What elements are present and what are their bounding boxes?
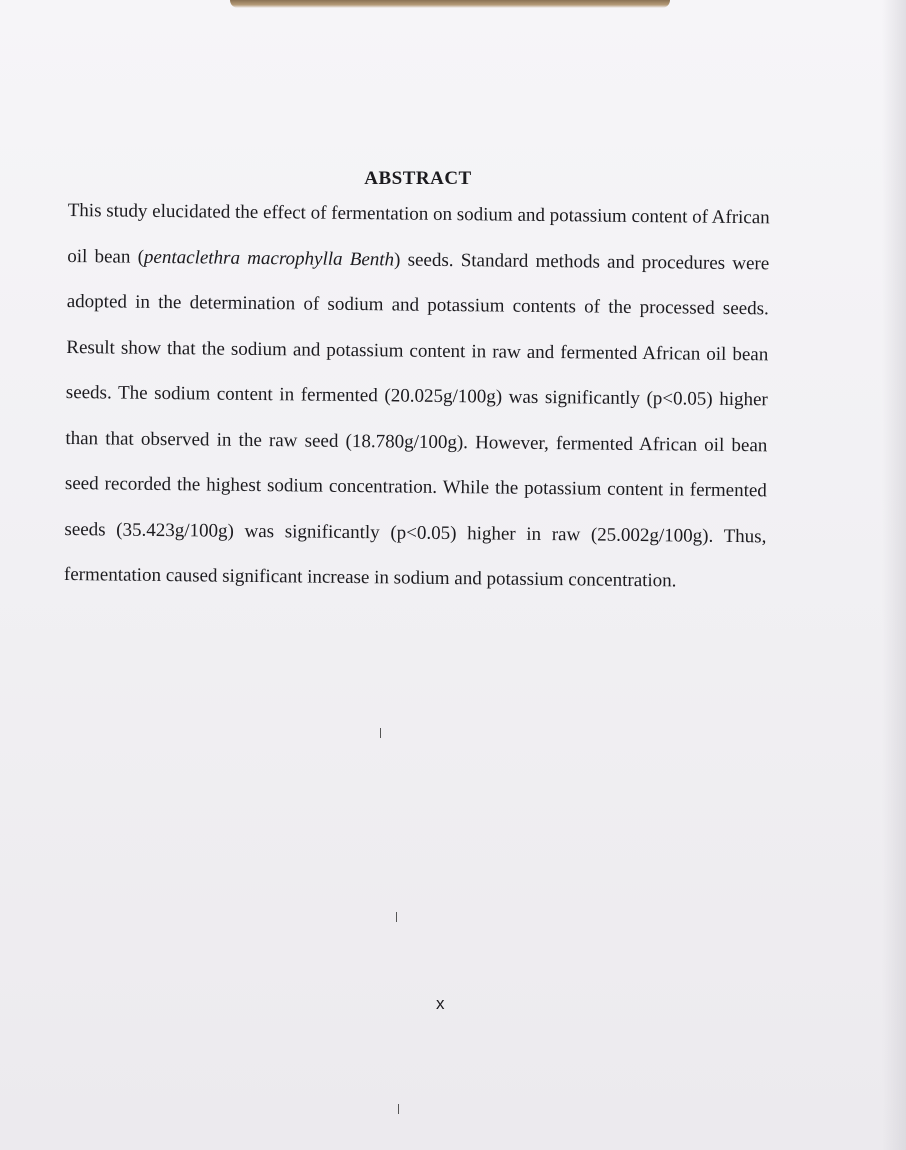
abstract-paragraph	[64, 188, 770, 605]
abstract-heading: ABSTRACT	[364, 168, 472, 189]
abstract-text-part-1: This study elucidated the effect of fermentation on sodium and potassium content of African oil bean (	[67, 199, 770, 268]
abstract-text-part-2: ) seeds. Standard methods and procedures were adopted in the determination of sodium and potassium contents of the processed seeds. Result show that the sodium and potassium content in raw and fermented African oil bean seeds. The sodium content in fermented (20.025g/100g) was significantly (p<0.05) higher than that observed in the raw seed (18.780g/100g). However, fermented African oil bean seed recorded the highest sodium concentration. While the potassium content in fermented seeds (35.423g/100g) was significantly (p<0.05) higher in raw (25.002g/100g). Thus, fermentation caused significant increase in sodium and potassium concentration.	[63, 248, 770, 592]
page-right-shadow	[882, 0, 906, 1150]
page-top-edge	[230, 0, 670, 8]
stray-mark	[380, 728, 381, 738]
stray-mark	[396, 912, 397, 922]
species-name: pentaclethra macrophylla Benth	[143, 246, 395, 270]
stray-mark	[398, 1104, 399, 1114]
page-number: x	[436, 994, 445, 1013]
